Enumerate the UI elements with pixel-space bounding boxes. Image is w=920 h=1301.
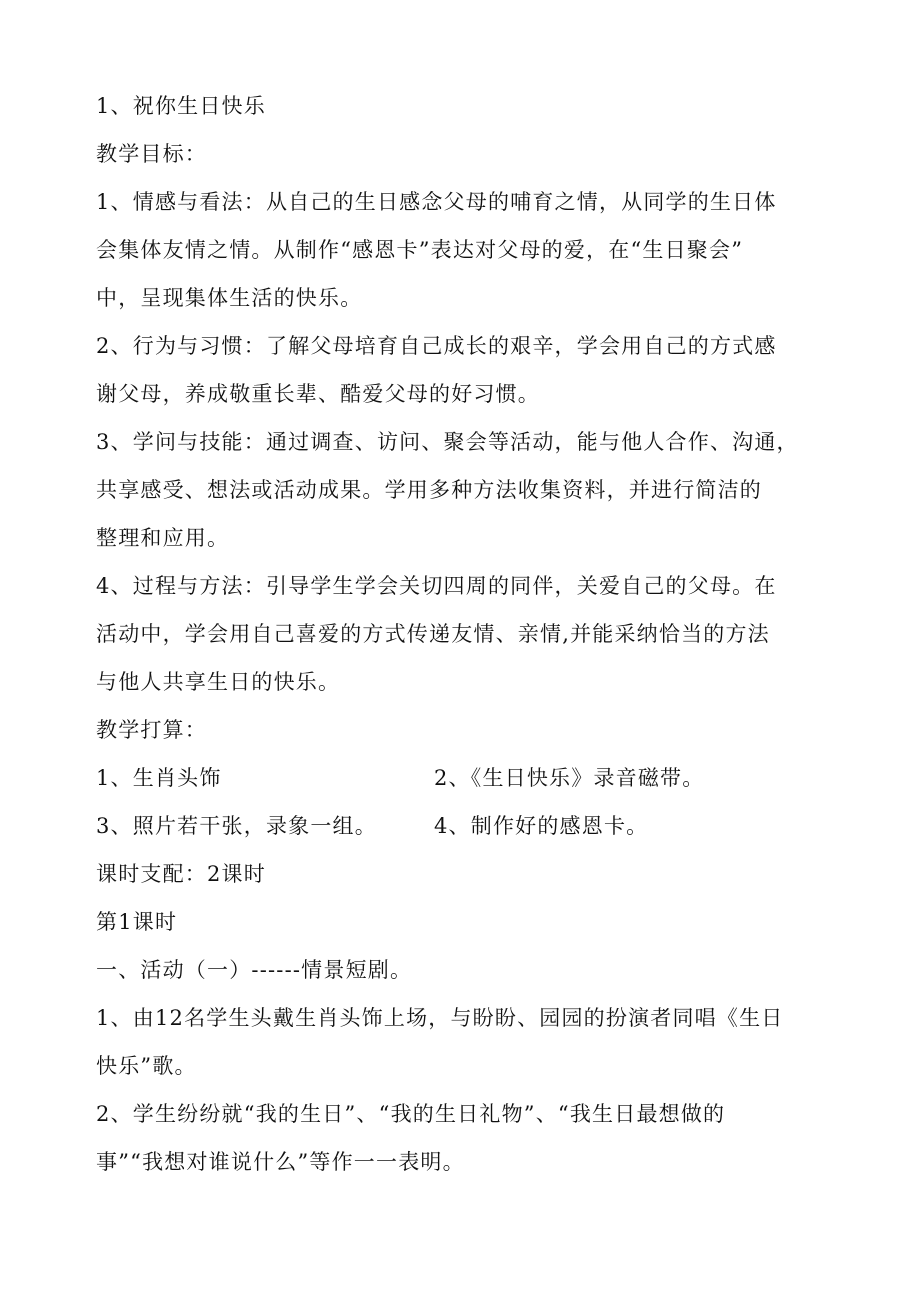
step-1-line-2: 快乐”歌。 <box>96 1054 197 1078</box>
goal-2-line-1: 2、行为与习惯：了解父母培育自己成长的艰辛，学会用自己的方式感 <box>96 334 777 358</box>
document-title: 1、祝你生日快乐 <box>96 94 266 118</box>
goal-3-line-1: 3、学问与技能：通过调查、访问、聚会等活动，能与他人合作、沟通， <box>96 430 799 454</box>
prep-item: 2、《生日快乐》录音磁带。 <box>434 766 705 790</box>
goal-1-line-2: 会集体友情之情。从制作“感恩卡”表达对父母的爱，在“生日聚会” <box>96 238 744 262</box>
activity-title: 一、活动（一）------情景短剧。 <box>96 958 413 982</box>
prep-heading: 教学打算： <box>96 718 207 742</box>
prep-item: 4、制作好的感恩卡。 <box>434 814 649 838</box>
prep-item: 1、生肖头饰 <box>96 766 222 790</box>
goal-3-line-3: 整理和应用。 <box>96 526 230 550</box>
goal-4-line-1: 4、过程与方法：引导学生学会关切四周的同伴，关爱自己的父母。在 <box>96 574 777 598</box>
goal-3-line-2: 共享感受、想法或活动成果。学用多种方法收集资料，并进行简洁的 <box>96 478 762 502</box>
document-page <box>96 82 816 1186</box>
step-2-line-2: 事”“我想对谁说什么”等作一一表明。 <box>96 1150 465 1174</box>
prep-item: 3、照片若干张，录象一组。 <box>96 814 377 838</box>
goal-4-line-2: 活动中，学会用自己喜爱的方式传递友情、亲情,并能采纳恰当的方法 <box>96 622 770 646</box>
prep-row-2 <box>96 802 816 850</box>
goals-heading: 教学目标： <box>96 142 207 166</box>
step-2-line-1: 2、学生纷纷就“我的生日”、“我的生日礼物”、“我生日最想做的 <box>96 1102 726 1126</box>
goal-1-line-3: 中，呈现集体生活的快乐。 <box>96 286 363 310</box>
lesson-title: 第1课时 <box>96 910 178 934</box>
prep-row-1 <box>96 754 816 802</box>
goal-4-line-3: 与他人共享生日的快乐。 <box>96 670 341 694</box>
step-1-line-1: 1、由12名学生头戴生肖头饰上场，与盼盼、园园的扮演者同唱《生日 <box>96 1006 784 1030</box>
goal-2-line-2: 谢父母，养成敬重长辈、酷爱父母的好习惯。 <box>96 382 540 406</box>
schedule-text: 课时支配：2课时 <box>96 862 266 886</box>
goal-1-line-1: 1、情感与看法：从自己的生日感念父母的哺育之情，从同学的生日体 <box>96 190 777 214</box>
